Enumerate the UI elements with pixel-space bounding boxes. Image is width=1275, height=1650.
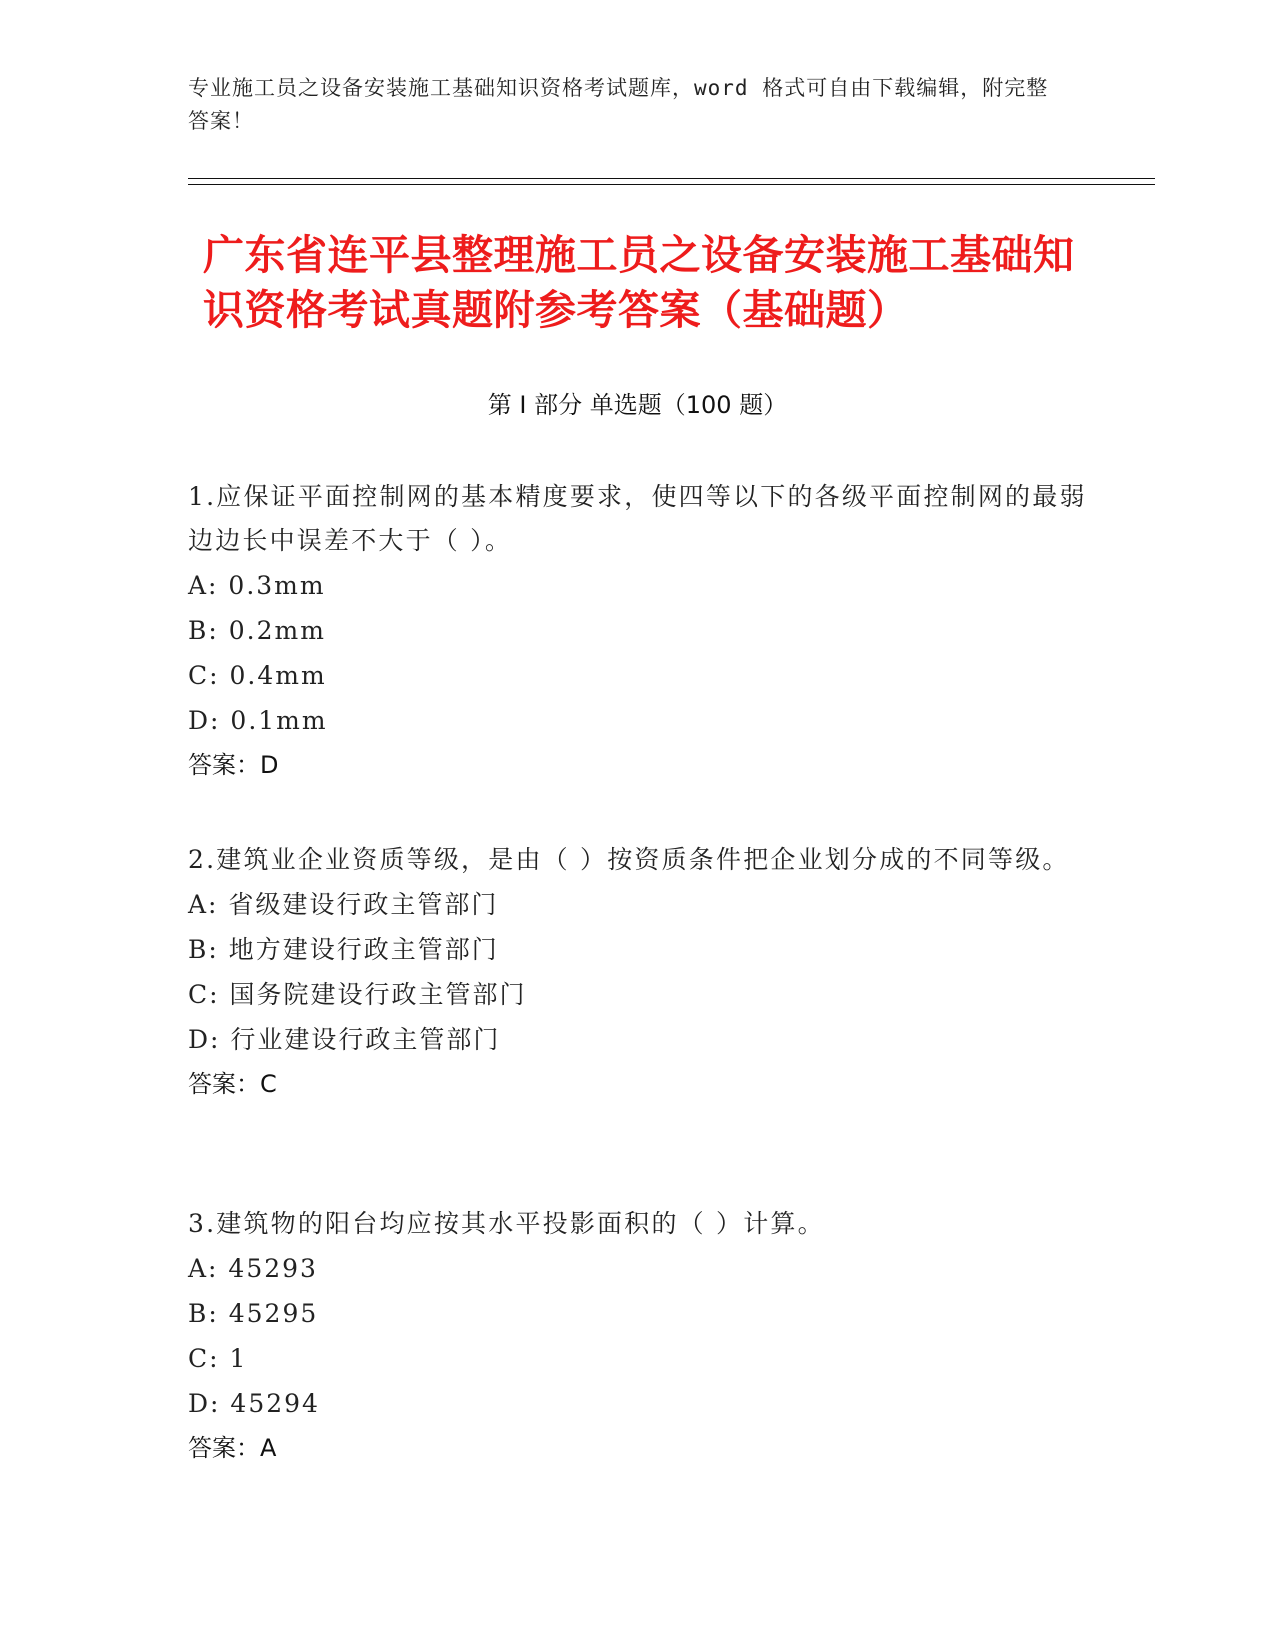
question-2	[188, 838, 1088, 1107]
option-d: D: 0.1mm	[188, 706, 328, 735]
header-divider-top	[188, 178, 1155, 179]
option-a: A: 45293	[188, 1254, 318, 1283]
header-divider-bottom	[188, 184, 1155, 185]
option-b: B: 0.2mm	[188, 616, 326, 645]
option-b: B: 地方建设行政主管部门	[188, 935, 499, 964]
option-c: C: 1	[188, 1344, 248, 1373]
option-a: A: 省级建设行政主管部门	[188, 890, 499, 919]
question-stem: 2.建筑业企业资质等级，是由（ ）按资质条件把企业划分成的不同等级。	[188, 845, 1070, 874]
option-c: C: 0.4mm	[188, 661, 327, 690]
answer: 答案：C	[188, 1070, 277, 1098]
answer: 答案：A	[188, 1434, 277, 1462]
header-note: 专业施工员之设备安装施工基础知识资格考试题库，word 格式可自由下载编辑，附完整答案！	[188, 76, 1049, 133]
option-d: D: 45294	[188, 1389, 320, 1418]
question-stem: 3.建筑物的阳台均应按其水平投影面积的（ ）计算。	[188, 1209, 825, 1238]
question-stem: 1.应保证平面控制网的基本精度要求，使四等以下的各级平面控制网的最弱边边长中误差不大于（ ）。	[188, 482, 1087, 555]
option-a: A: 0.3mm	[188, 571, 326, 600]
option-b: B: 45295	[188, 1299, 319, 1328]
option-c: C: 国务院建设行政主管部门	[188, 980, 527, 1009]
document-title: 广东省连平县整理施工员之设备安装施工基础知识资格考试真题附参考答案（基础题）	[203, 231, 1075, 334]
section-heading: 第 I 部分 单选题（100 题）	[487, 391, 788, 419]
answer: 答案：D	[188, 751, 279, 779]
question-1	[188, 475, 1088, 788]
question-3	[188, 1202, 1088, 1471]
option-d: D: 行业建设行政主管部门	[188, 1025, 501, 1054]
